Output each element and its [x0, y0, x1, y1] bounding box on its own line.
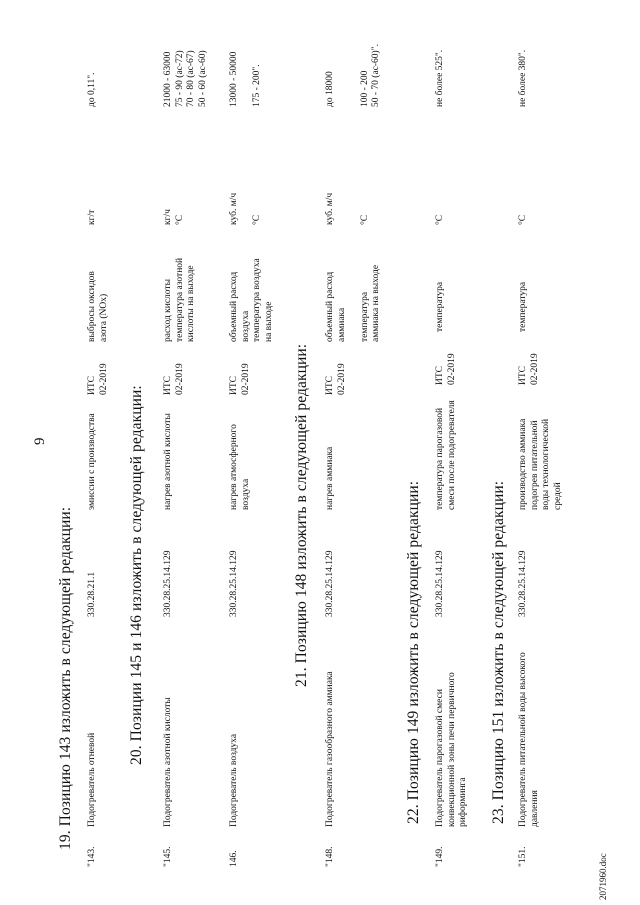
row-code: 330.28.25.14.129 — [435, 550, 445, 617]
row-num: "151. — [518, 846, 528, 867]
row-name: Подогреватель питательной воды высокого давления — [518, 652, 540, 827]
row-num: "149. — [435, 846, 445, 867]
row-value: до 18000 100 - 200 50 - 70 (ас-60)". — [325, 44, 381, 107]
row-itc: ИТС 02-2019 — [325, 363, 347, 395]
row-code: 330.28.25.14.129 — [518, 550, 528, 617]
section-heading-23: 23. Позицию 151 изложить в следующей редакции: — [490, 480, 507, 824]
row-code: 330.28.25.14.129 — [163, 550, 173, 617]
row-code: 330.28.25.14.129 — [229, 550, 239, 617]
row-value: 13000 - 50000 175 - 200". — [229, 51, 262, 107]
row-name: Подогреватель воздуха — [229, 733, 239, 827]
row-unit: °С — [518, 214, 528, 225]
section-heading-19: 19. Позицию 143 изложить в следующей редакции: — [57, 506, 74, 850]
row-param: температура — [518, 281, 528, 332]
row-value: 21000 - 63000 75 - 90 (ас-72) 70 - 80 (ас-67) 50 - 60 (ас-60) — [163, 50, 208, 107]
row-name: Подогреватель азотной кислоты — [163, 697, 173, 827]
row-itc: ИТС 02-2019 — [435, 353, 457, 385]
row-unit: куб. м/ч °С — [229, 192, 262, 225]
row-num: "145. — [163, 846, 173, 867]
row-num: "148. — [325, 846, 335, 867]
row-name: Подогреватель газообразного аммиака — [325, 671, 335, 827]
row-process: эмиссии с производства — [87, 413, 97, 510]
row-itc: ИТС 02-2019 — [163, 363, 185, 395]
row-value: до 0,11". — [87, 72, 97, 107]
row-value: не более 525". — [435, 49, 445, 107]
row-process: нагрев азотной кислоты — [163, 413, 173, 510]
row-itc: ИТС 02-2019 — [87, 363, 109, 395]
row-code: 330.28.25.14.129 — [325, 550, 335, 617]
row-param: выбросы оксидов азота (NOx) — [87, 271, 109, 342]
row-unit: куб. м/ч °С — [325, 192, 370, 225]
page-number: 9 — [32, 437, 48, 445]
row-unit: кг/т — [87, 209, 97, 225]
row-itc: ИТС 02-2019 — [229, 363, 251, 395]
row-itc: ИТС 02-2019 — [518, 353, 540, 385]
row-process: температура парогазовой смеси после подогревателя — [435, 400, 457, 510]
row-process: производство аммиака подогрев питательной воды технологической средой — [518, 418, 563, 510]
row-process: нагрев атмосферного воздуха — [229, 424, 251, 510]
row-process: нагрев аммиака — [325, 446, 335, 510]
section-heading-22: 22. Позицию 149 изложить в следующей редакции: — [405, 480, 422, 824]
row-param: объемный расход аммиака температура аммиака на выходе — [325, 264, 381, 342]
section-heading-20: 20. Позиции 145 и 146 изложить в следующей редакции: — [128, 385, 145, 765]
row-code: 330.28.21.1 — [87, 571, 97, 617]
footer-filename: 2071960.doc — [598, 853, 608, 900]
row-param: объемный расход воздуха температура воздуха на выходе — [229, 258, 274, 342]
section-heading-21: 21. Позицию 148 изложить в следующей редакции: — [293, 343, 310, 687]
row-unit: кг/ч °С — [163, 209, 185, 225]
row-num: "143. — [87, 846, 97, 867]
row-name: Подогреватель парогазовой смеси конвекционной зоны печи первичного риформинга — [435, 672, 468, 827]
row-param: температура — [435, 281, 445, 332]
row-value: не более 380". — [518, 49, 528, 107]
row-num: 146. — [229, 850, 239, 867]
row-name: Подогреватель отневой — [87, 732, 97, 827]
row-param: расход кислоты температура азотной кислоты на выходе — [163, 257, 196, 342]
row-unit: °С — [435, 214, 445, 225]
